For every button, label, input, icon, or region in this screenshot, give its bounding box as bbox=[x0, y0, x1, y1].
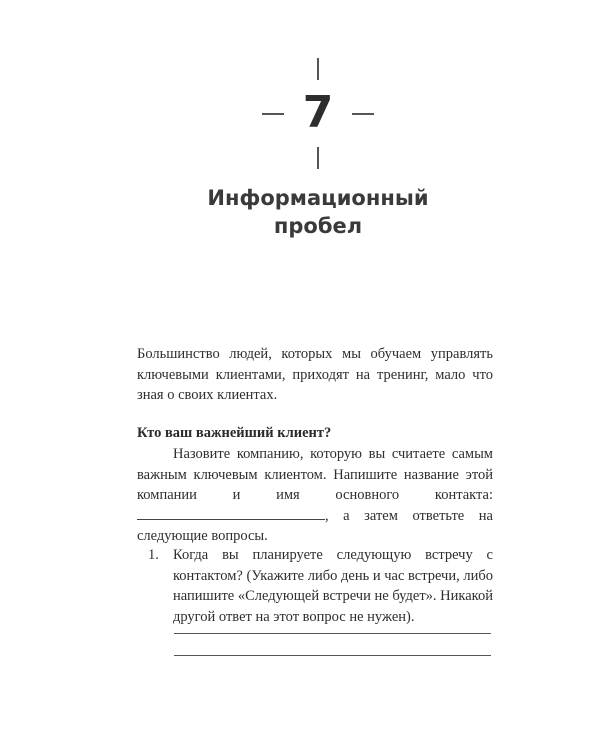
answer-line-2[interactable] bbox=[174, 655, 491, 656]
ornament-line-left bbox=[262, 113, 284, 115]
chapter-number: 7 bbox=[302, 87, 334, 138]
ornament-line-bottom bbox=[317, 147, 319, 169]
task-text-after-blank: , а затем ответьте на следующие вопросы. bbox=[137, 507, 493, 544]
chapter-title bbox=[120, 184, 516, 240]
task-paragraph bbox=[137, 444, 493, 547]
task-text-before-blank: Назовите компанию, которую вы считаете самым важным ключевым клиентом. Напишите название этой компании и имя основного контакта: bbox=[137, 446, 493, 503]
ornament-line-right bbox=[352, 113, 374, 115]
chapter-title-line-1: Информационный bbox=[207, 186, 429, 210]
chapter-title-line-2: пробел bbox=[273, 214, 363, 238]
item-question-text: Когда вы планируете следующую встречу с контактом? (Укажите либо день и час встречи, либо напишите «Следующей встречи не будет». Никакой другой ответ на этот вопрос не нужен). bbox=[173, 547, 493, 625]
question-heading: Кто ваш важнейший клиент? bbox=[137, 425, 332, 441]
item-number: 1. bbox=[148, 547, 159, 563]
ornament-line-top bbox=[317, 58, 319, 80]
intro-paragraph: Большинство людей, которых мы обучаем управлять ключевыми клиентами, приходят на тренинг, мало что зная о своих клиентах. bbox=[137, 346, 493, 403]
answer-line-1[interactable] bbox=[174, 633, 491, 634]
company-contact-blank[interactable] bbox=[137, 506, 325, 520]
